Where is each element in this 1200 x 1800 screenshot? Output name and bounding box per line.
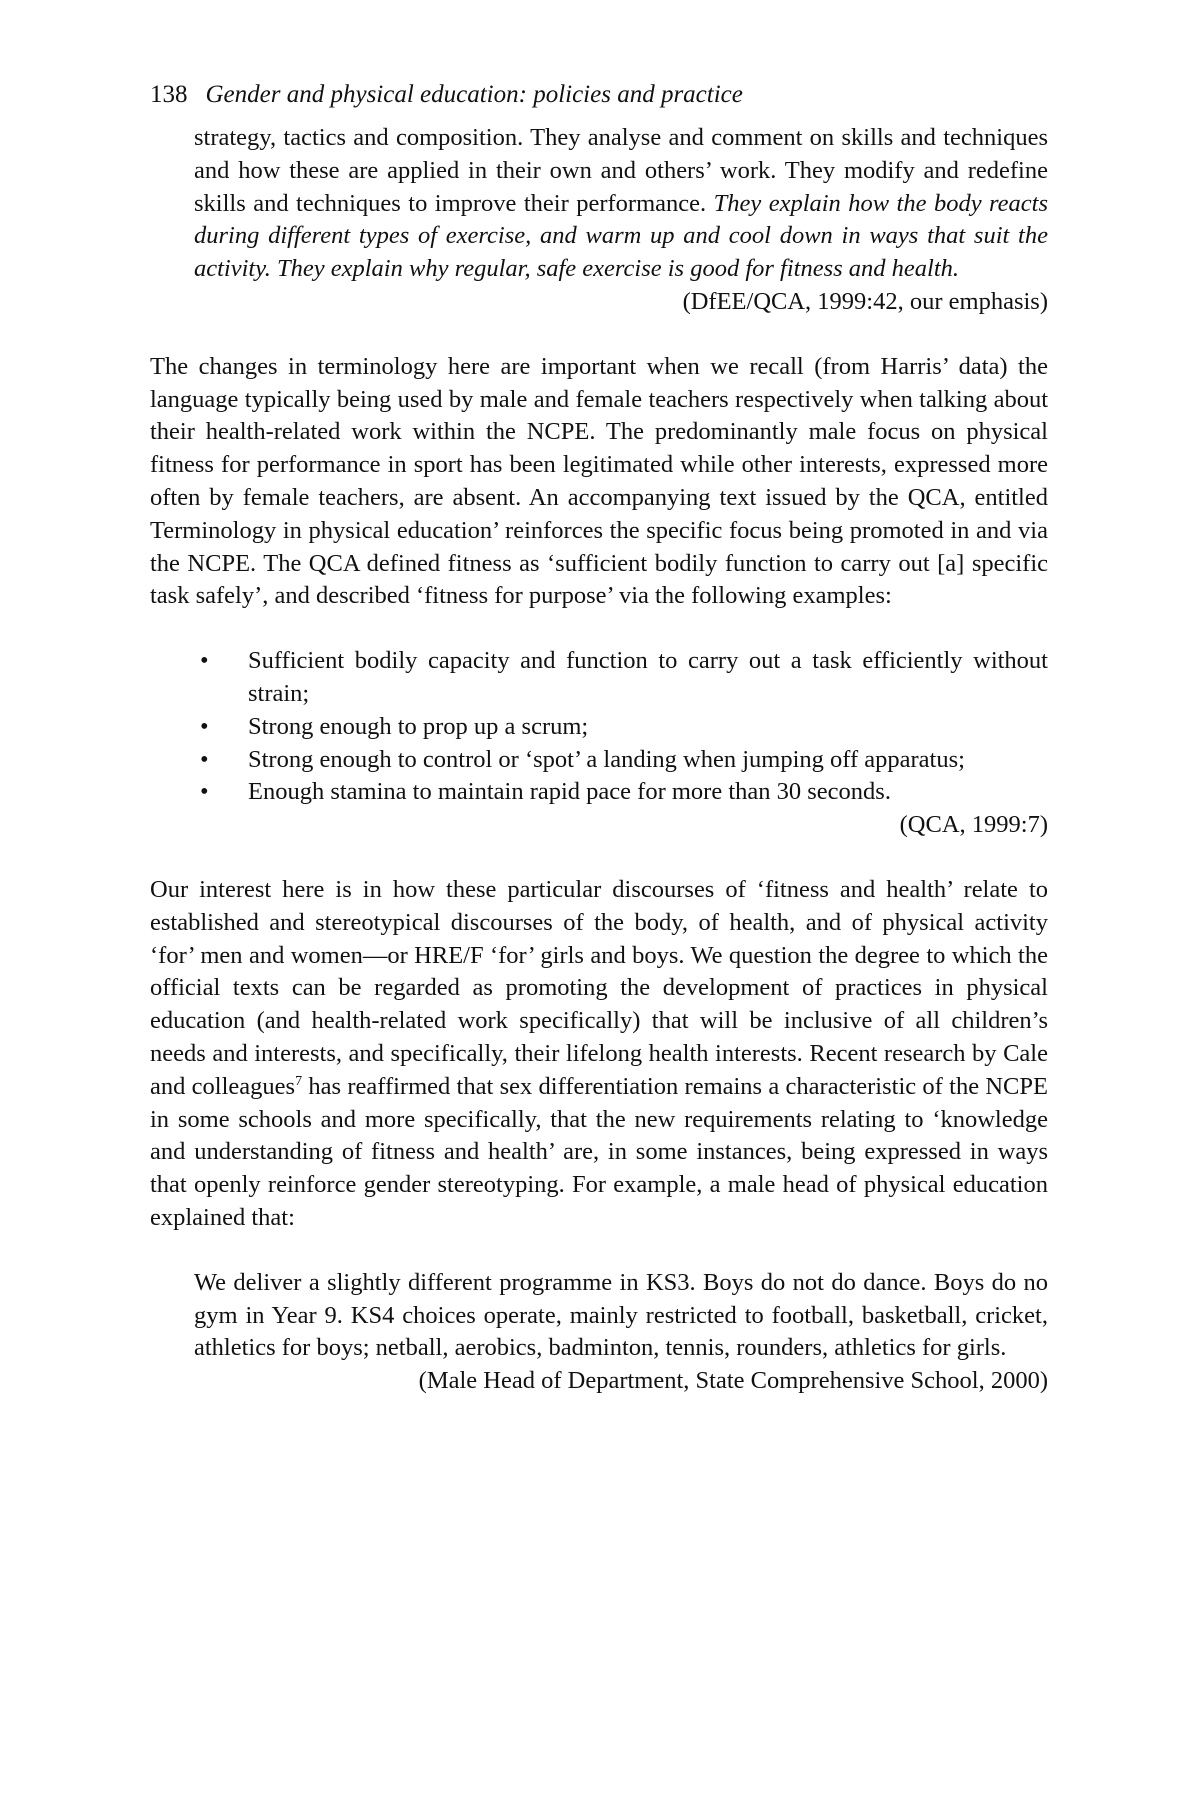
list-item-text: Sufficient bodily capacity and function to carry out a task efficiently without strain; (248, 647, 1048, 707)
quote-plain-text: strategy, tactics and composition. They analyse and comment on skills and techniques and how these are applied in their own and others’ work. They modify and redefine skills and techniques to improve their performance. (194, 124, 1048, 217)
page-number: 138 (150, 81, 188, 108)
quote-text: We deliver a slightly different programme in KS3. Boys do not do dance. Boys do no gym in Year 9. KS4 choices operate, mainly restricted to football, basketball, cricket, athletics for boys; netball, aerobics, badminton, tennis, rounders, athletics for girls. (194, 1268, 1048, 1362)
list-item-text: Strong enough to control or ‘spot’ a landing when jumping off apparatus; (248, 745, 965, 773)
book-page (150, 78, 1048, 1398)
list-citation: (QCA, 1999:7) (899, 811, 1048, 839)
block-quote-head-of-department (194, 1267, 1048, 1398)
bullet-marker: • (200, 745, 209, 773)
paragraph-text: Our interest here is in how these particular discourses of ‘fitness and health’ relate to established and stereotypical discourses of the body, of health, and of physical activity ‘for’ men and women—or HRE/F ‘for’ girls and boys. We question the degree to which the official texts can be regarded as promoting the development of practices in physical education (and health-related work specifically) that will be inclusive of all children’s needs and interests, and specifically, their lifelong health interests. Recent research by Cale and colleagues (150, 875, 1048, 1100)
bullet-marker: • (200, 778, 209, 806)
list-item-text: Strong enough to prop up a scrum; (248, 712, 589, 740)
bullet-list (150, 645, 1048, 809)
list-item-text: Enough stamina to maintain rapid pace for more than 30 seconds. (248, 778, 891, 806)
quote-citation: (Male Head of Department, State Comprehensive School, 2000) (418, 1367, 1048, 1395)
block-quote-dfee (194, 122, 1048, 319)
footnote-marker: 7 (295, 1073, 303, 1089)
quote-text (194, 122, 1048, 286)
fitness-examples (150, 645, 1048, 842)
paragraph-text-continued: has reaffirmed that sex differentiation remains a characteristic of the NCPE in some schools and more specifically, that the new requirements relating to ‘knowledge and understanding of fitness and health’ are, in some instances, being expressed in ways that openly reinforce gender stereotyping. For example, a male head of physical education explained that: (150, 1072, 1048, 1231)
running-title: Gender and physical education: policies and practice (205, 81, 743, 108)
quote-emphasis-text: They explain how the body reacts during different types of exercise, and warm up and cool down in ways that suit the activity. They explain why regular, safe exercise is good for fitness and health. (194, 189, 1048, 283)
list-item (200, 711, 1048, 744)
paragraph-discourses (150, 874, 1048, 1235)
quote-citation: (DfEE/QCA, 1999:42, our emphasis) (682, 287, 1048, 315)
list-item (200, 744, 1048, 777)
bullet-marker: • (200, 712, 209, 740)
bullet-marker: • (200, 647, 209, 675)
list-item (200, 776, 1048, 809)
running-head (150, 78, 1048, 112)
list-item (200, 645, 1048, 711)
paragraph-terminology: The changes in terminology here are important when we recall (from Harris’ data) the language typically being used by male and female teachers respectively when talking about their health-related work within the NCPE. The predominantly male focus on physical fitness for performance in sport has been legitimated while other interests, expressed more often by female teachers, are absent. An accompanying text issued by the QCA, entitled Terminology in physical education’ reinforces the specific focus being promoted in and via the NCPE. The QCA defined fitness as ‘sufficient bodily function to carry out [a] specific task safely’, and described ‘fitness for purpose’ via the following examples: (150, 352, 1048, 610)
